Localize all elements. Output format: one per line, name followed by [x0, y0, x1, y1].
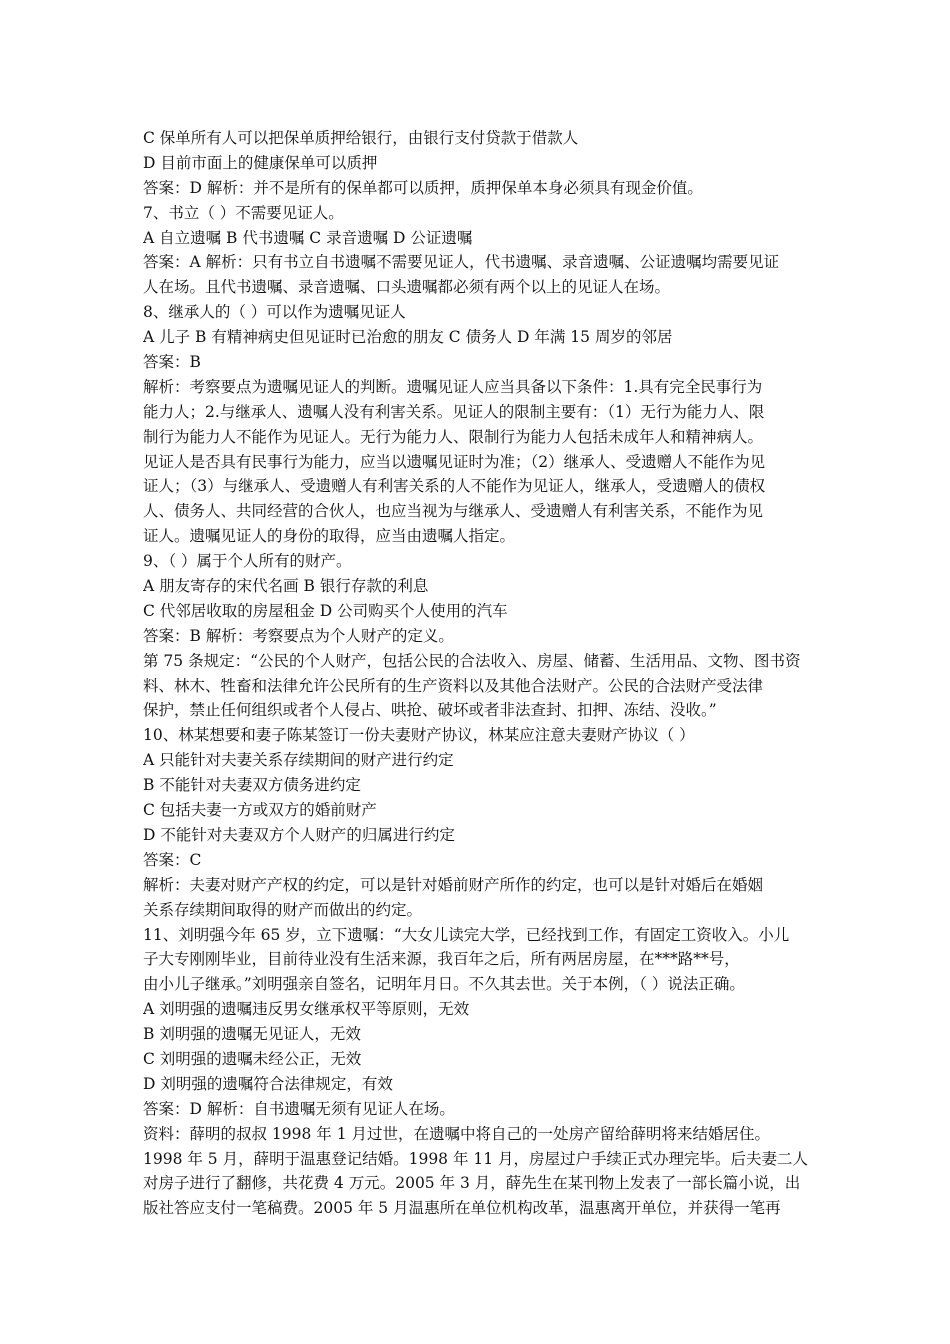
- text-line: 子大专刚刚毕业，目前待业没有生活来源，我百年之后，所有两居房屋，在***路**号，: [143, 950, 740, 969]
- text-line: B 刘明强的遗嘱无见证人，无效: [143, 1025, 361, 1044]
- text-line: A 儿子 B 有精神病史但见证时已治愈的朋友 C 债务人 D 年满 15 周岁的邻居: [143, 328, 673, 347]
- text-line: 答案：A 解析：只有书立自书遗嘱不需要见证人，代书遗嘱、录音遗嘱、公证遗嘱均需要见证: [143, 253, 780, 272]
- text-line: D 刘明强的遗嘱符合法律规定，有效: [143, 1074, 393, 1093]
- text-line: 见证人是否具有民事行为能力，应当以遗嘱见证时为准；（2）继承人、受遗赠人不能作为见: [143, 452, 766, 471]
- text-line: 人在场。且代书遗嘱、录音遗嘱、口头遗嘱都必须有两个以上的见证人在场。: [143, 278, 671, 297]
- text-line: C 保单所有人可以把保单质押给银行，由银行支付贷款于借款人: [143, 129, 579, 147]
- text-line: 8、继承人的（ ）可以作为遗嘱见证人: [143, 303, 406, 322]
- text-line: C 包括夫妻一方或双方的婚前财产: [143, 801, 377, 820]
- text-line: 第 75 条规定：“公民的个人财产，包括公民的合法收入、房屋、储蓄、生活用品、文物、图书资: [143, 651, 801, 670]
- text-line: A 只能针对夫妻关系存续期间的财产进行约定: [143, 751, 454, 770]
- text-line: 7、书立（ ）不需要见证人。: [143, 203, 344, 222]
- text-line: 由小儿子继承。”刘明强亲自签名，记明年月日。不久其去世。关于本例，（ ）说法正确。: [143, 975, 745, 994]
- text-line: D 不能针对夫妻双方个人财产的归属进行约定: [143, 825, 455, 844]
- text-line: D 目前市面上的健康保单可以质押: [143, 153, 378, 172]
- text-line: 证人；（3）与继承人、受遗赠人有利害关系的人不能作为见证人，继承人，受遗赠人的债权: [143, 477, 766, 496]
- text-line: 版社答应支付一笔稿费。2005 年 5 月温惠所在单位机构改革，温惠离开单位，并获得一笔再: [143, 1199, 781, 1218]
- text-line: 料、林木、牲畜和法律允许公民所有的生产资料以及其他合法财产。公民的合法财产受法律: [143, 676, 764, 695]
- text-line: 答案：C: [143, 850, 202, 869]
- text-line: 11、刘明强今年 65 岁，立下遗嘱：“大女儿读完大学，已经找到工作，有固定工资收入。小儿: [143, 925, 790, 944]
- text-line: 人、债务人、共同经营的合伙人，也应当视为与继承人、受遗赠人有利害关系，不能作为见: [143, 502, 764, 521]
- text-line: 证人。遗嘱见证人的身份的取得，应当由遗嘱人指定。: [143, 527, 516, 546]
- text-line: 答案：D 解析：并不是所有的保单都可以质押，质押保单本身必须具有现金价值。: [143, 178, 703, 197]
- text-line: B 不能针对夫妻双方债务进约定: [143, 776, 361, 795]
- text-line: C 刘明强的遗嘱未经公正，无效: [143, 1049, 362, 1068]
- text-line: 制行为能力人不能作为见证人。无行为能力人、限制行为能力人包括未成年人和精神病人。: [143, 427, 764, 446]
- text-line: 1998 年 5 月，薛明于温惠登记结婚。1998 年 11 月，房屋过户手续正式办理完毕。后夫妻二人: [143, 1149, 808, 1168]
- text-line: 保护，禁止任何组织或者个人侵占、哄抢、破坏或者非法查封、扣押、冻结、没收。”: [143, 701, 717, 720]
- text-line: C 代邻居收取的房屋租金 D 公司购买个人使用的汽车: [143, 601, 508, 620]
- text-line: 答案：B: [143, 353, 201, 372]
- text-line: 解析：考察要点为遗嘱见证人的判断。遗嘱见证人应当具备以下条件：1.具有完全民事行为: [143, 377, 763, 396]
- text-line: 解析：夫妻对财产产权的约定，可以是针对婚前财产所作的约定，也可以是针对婚后在婚姻: [143, 875, 764, 894]
- text-line: A 刘明强的遗嘱违反男女继承权平等原则，无效: [143, 1000, 470, 1019]
- text-line: 9、（ ）属于个人所有的财产。: [143, 552, 352, 571]
- text-line: 答案：B 解析：考察要点为个人财产的定义。: [143, 626, 454, 645]
- document-body: [143, 126, 808, 1221]
- text-line: 资料：薛明的叔叔 1998 年 1 月过世，在遗嘱中将自己的一处房产留给薛明将来结婚居住。: [143, 1124, 771, 1143]
- text-line: A 朋友寄存的宋代名画 B 银行存款的利息: [143, 577, 429, 596]
- text-line: 10、林某想要和妻子陈某签订一份夫妻财产协议，林某应注意夫妻财产协议（ ）: [143, 726, 695, 745]
- text-line: 关系存续期间取得的财产而做出的约定。: [143, 900, 423, 919]
- text-line: A 自立遗嘱 B 代书遗嘱 C 录音遗嘱 D 公证遗嘱: [143, 228, 473, 247]
- text-line: 能力人；2.与继承人、遗嘱人没有利害关系。见证人的限制主要有：（1）无行为能力人、限: [143, 402, 765, 421]
- text-line: 对房子进行了翻修，共花费 4 万元。2005 年 3 月，薛先生在某刊物上发表了一部长篇小说，出: [143, 1174, 801, 1193]
- text-line: 答案：D 解析：自书遗嘱无须有见证人在场。: [143, 1099, 455, 1118]
